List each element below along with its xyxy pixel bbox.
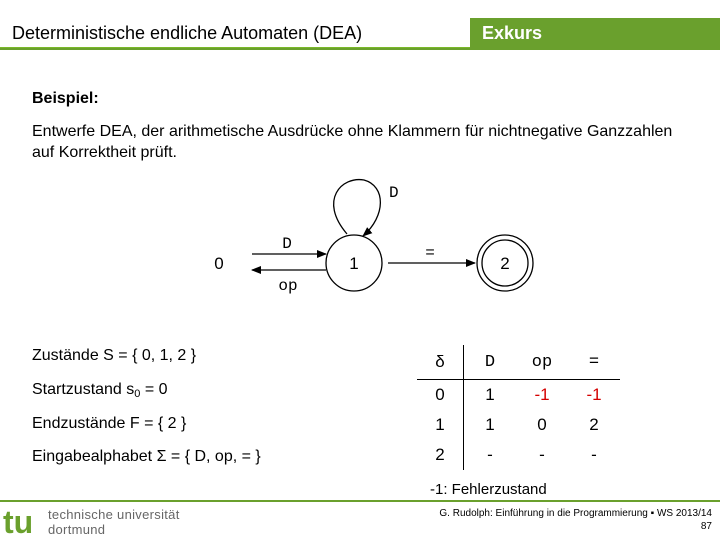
header-cell: D <box>464 345 517 380</box>
error-cell: -1 <box>534 385 550 404</box>
state-cell: 2 <box>417 440 464 470</box>
sigma-symbol: Σ <box>156 448 167 465</box>
state-0-label: 0 <box>214 254 224 273</box>
page-number: 87 <box>700 521 712 532</box>
tu-logo-text: tu <box>3 506 34 538</box>
table-cell: - <box>591 445 597 464</box>
table-header-row <box>417 345 620 380</box>
edge-1-0-label: op <box>278 277 298 295</box>
edge-0-1-label: D <box>282 235 292 253</box>
self-loop-label: D <box>389 184 399 202</box>
error-cell: -1 <box>586 385 602 404</box>
state-2-label: 2 <box>500 254 510 273</box>
slide-header <box>0 0 720 48</box>
title-box <box>0 18 470 48</box>
credit-line: G. Rudolph: Einführung in die Programmierung ▪ WS 2013/14 <box>439 508 712 519</box>
final-states-definition: Endzustände F = { 2 } <box>32 415 187 432</box>
footer-rule <box>0 500 720 502</box>
transition-table <box>417 345 620 470</box>
error-state-note: -1: Fehlerzustand <box>430 481 547 498</box>
tu-logo-icon <box>3 506 45 538</box>
edge-1-2-label: = <box>425 244 435 262</box>
alphabet-definition <box>32 448 261 466</box>
start-state-subscript: 0 <box>134 388 141 400</box>
state-1-label: 1 <box>349 254 359 273</box>
alphabet-prefix: Eingabealphabet <box>32 448 157 465</box>
header-cell: = <box>568 345 620 380</box>
exkurs-tag <box>470 18 720 48</box>
header-rule <box>0 48 720 50</box>
alphabet-suffix: = { D, op, = } <box>166 448 261 465</box>
task-paragraph: Entwerfe DEA, der arithmetische Ausdrücke ohne Klammern für nichtnegative Ganzzahlen auf Korrektheit prüft. <box>32 123 673 161</box>
table-cell: 1 <box>485 385 495 404</box>
table-cell: 0 <box>537 415 547 434</box>
start-state-definition <box>32 381 168 400</box>
slide-title: Deterministische endliche Automaten (DEA) <box>12 23 363 43</box>
table-row <box>417 380 620 411</box>
table-cell: - <box>487 445 493 464</box>
delta-symbol: δ <box>417 345 464 380</box>
header-cell: op <box>516 345 568 380</box>
start-state-suffix: = 0 <box>140 381 168 398</box>
states-definition: Zustände S = { 0, 1, 2 } <box>32 347 197 364</box>
table-row <box>417 410 620 440</box>
university-name <box>48 507 180 537</box>
table-cell: 2 <box>589 415 599 434</box>
university-line-2: dortmund <box>48 522 106 537</box>
state-cell: 1 <box>417 410 464 440</box>
table-row <box>417 440 620 470</box>
table-cell: 1 <box>485 415 495 434</box>
automaton-diagram <box>0 170 720 340</box>
start-state-prefix: Startzustand s <box>32 381 135 398</box>
state-cell: 0 <box>417 380 464 411</box>
exkurs-label: Exkurs <box>482 23 543 43</box>
slide-footer <box>0 500 720 540</box>
university-line-1: technische universität <box>48 507 180 522</box>
table-cell: - <box>539 445 545 464</box>
credit-block <box>439 507 712 533</box>
example-heading: Beispiel: <box>32 90 99 107</box>
self-loop-arrow <box>334 180 381 236</box>
